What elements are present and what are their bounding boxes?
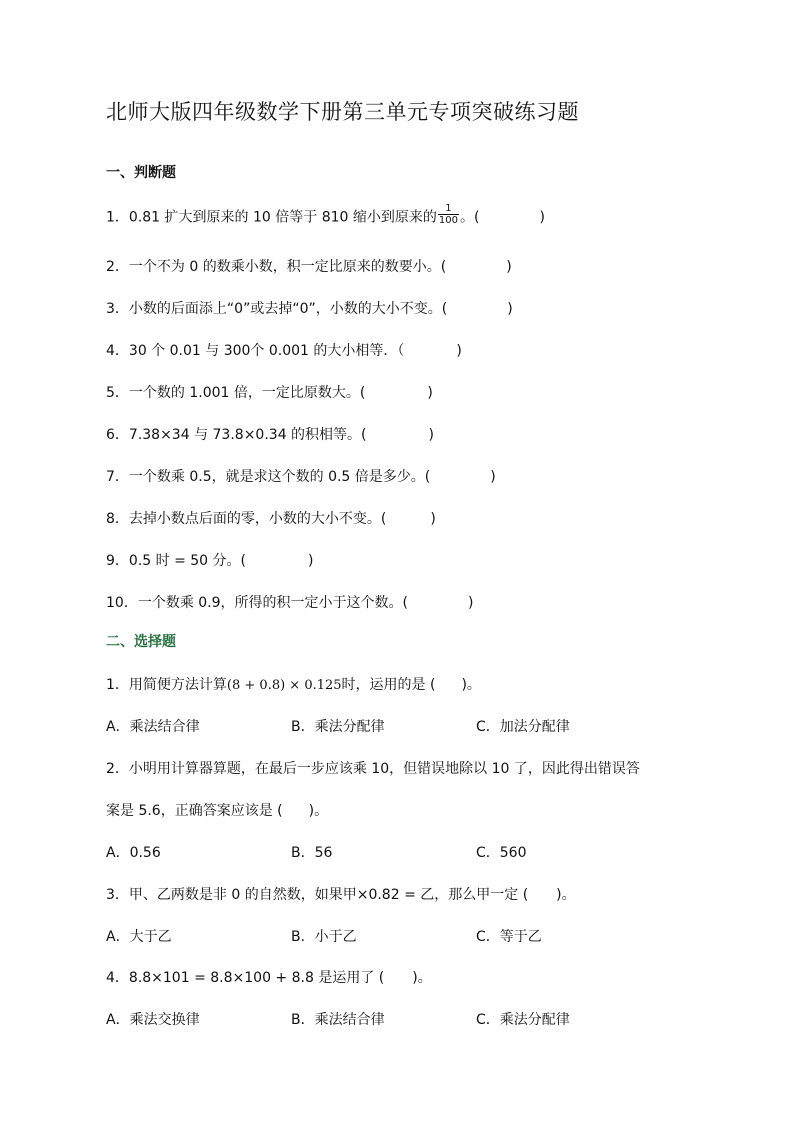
mc1-option-c[interactable]: C．加法分配律 bbox=[476, 719, 570, 735]
mc-question-1-text: 1．用简便方法计算 bbox=[106, 677, 227, 693]
mc3-option-c[interactable]: C．等于乙 bbox=[476, 929, 542, 945]
mc1-option-b[interactable]: B．乘法分配律 bbox=[291, 719, 385, 735]
mc1-option-a[interactable]: A．乘法结合律 bbox=[106, 719, 200, 735]
tf-question-4 bbox=[106, 340, 462, 360]
mc-question-3-text: 3．甲、乙两数是非 0 的自然数，如果甲×0.82 = 乙，那么甲一定 ( bbox=[106, 887, 529, 903]
mc-question-close: )。 bbox=[461, 677, 481, 693]
mc4-option-c[interactable]: C．乘法分配律 bbox=[476, 1012, 570, 1028]
tf-question-10-text: 10．一个数乘 0.9，所得的积一定小于这个数。( bbox=[106, 595, 408, 611]
section-heading-multiple-choice: 二、选择题 bbox=[106, 634, 176, 650]
mc-question-4 bbox=[106, 967, 432, 987]
tf-question-2 bbox=[106, 256, 512, 276]
fraction-denominator: 100 bbox=[438, 215, 458, 226]
tf-question-close: ) bbox=[490, 469, 496, 485]
mc-question-2-line2 bbox=[106, 800, 328, 820]
mc-question-2-line1: 2．小明用计算器算题，在最后一步应该乘 10，但错误地除以 10 了，因此得出错误答 bbox=[106, 761, 640, 777]
mc2-option-c[interactable]: C．560 bbox=[476, 845, 527, 861]
tf-question-3-text: 3．小数的后面添上“0”或去掉“0”，小数的大小不变。( bbox=[106, 301, 448, 317]
tf-question-8 bbox=[106, 508, 436, 528]
tf-question-close: ) bbox=[430, 511, 436, 527]
fraction bbox=[438, 203, 459, 226]
mc-question-close: )。 bbox=[556, 887, 576, 903]
mc-question-close: )。 bbox=[412, 970, 432, 986]
tf-question-9 bbox=[106, 550, 313, 570]
tf-question-5-text: 5．一个数的 1.001 倍，一定比原数大。( bbox=[106, 385, 366, 401]
tf-question-close: ) bbox=[507, 301, 513, 317]
tf-question-4-text: 4．30 个 0.01 与 300个 0.001 的大小相等．（ bbox=[106, 343, 405, 359]
tf-question-9-text: 9．0.5 时 = 50 分。( bbox=[106, 553, 246, 569]
tf-question-8-text: 8．去掉小数点后面的零，小数的大小不变。( bbox=[106, 511, 387, 527]
mc4-option-b[interactable]: B．乘法结合律 bbox=[291, 1012, 385, 1028]
page-title: 北师大版四年级数学下册第三单元专项突破练习题 bbox=[106, 100, 579, 124]
tf-question-close: ) bbox=[428, 427, 434, 443]
mc2-option-b[interactable]: B．56 bbox=[291, 845, 333, 861]
mc-question-3 bbox=[106, 884, 576, 904]
tf-question-close: ) bbox=[468, 595, 474, 611]
tf-question-close: ) bbox=[456, 343, 462, 359]
mc-question-1 bbox=[106, 674, 481, 694]
tf-question-7 bbox=[106, 466, 496, 486]
mc-question-4-text: 4．8.8×101 = 8.8×100 + 8.8 是运用了 ( bbox=[106, 970, 385, 986]
mc4-option-a[interactable]: A．乘法交换律 bbox=[106, 1012, 200, 1028]
tf-question-close: ) bbox=[307, 553, 314, 569]
mc-question-1-suffix: 时，运用的是 ( bbox=[341, 677, 436, 693]
section-heading-true-false: 一、判断题 bbox=[106, 165, 176, 181]
fraction-numerator: 1 bbox=[438, 203, 459, 215]
tf-question-7-text: 7．一个数乘 0.5，就是求这个数的 0.5 倍是多少。( bbox=[106, 469, 431, 485]
mc-question-2-text: 案是 5.6，正确答案应该是 ( bbox=[106, 803, 283, 819]
tf-question-1-text: 1．0.81 扩大到原来的 10 倍等于 810 缩小到原来的 bbox=[106, 209, 437, 226]
tf-question-1-open: 。( bbox=[459, 209, 480, 226]
mc2-option-a[interactable]: A．0.56 bbox=[106, 845, 161, 861]
math-expression: (8 + 0.8) × 0.125 bbox=[226, 678, 342, 693]
tf-question-close: ) bbox=[506, 259, 512, 275]
tf-question-1 bbox=[106, 203, 545, 229]
tf-question-3 bbox=[106, 298, 513, 318]
tf-question-5 bbox=[106, 382, 433, 402]
tf-question-close: ) bbox=[427, 385, 433, 401]
tf-question-6 bbox=[106, 424, 434, 444]
tf-question-6-text: 6．7.38×34 与 73.8×0.34 的积相等。( bbox=[106, 427, 367, 443]
tf-question-2-text: 2．一个不为 0 的数乘小数，积一定比原来的数要小。( bbox=[106, 259, 447, 275]
tf-question-1-close: ) bbox=[539, 209, 545, 226]
mc3-option-b[interactable]: B．小于乙 bbox=[291, 929, 357, 945]
tf-question-10 bbox=[106, 592, 473, 612]
mc3-option-a[interactable]: A．大于乙 bbox=[106, 929, 172, 945]
mc-question-close: )。 bbox=[308, 803, 329, 819]
